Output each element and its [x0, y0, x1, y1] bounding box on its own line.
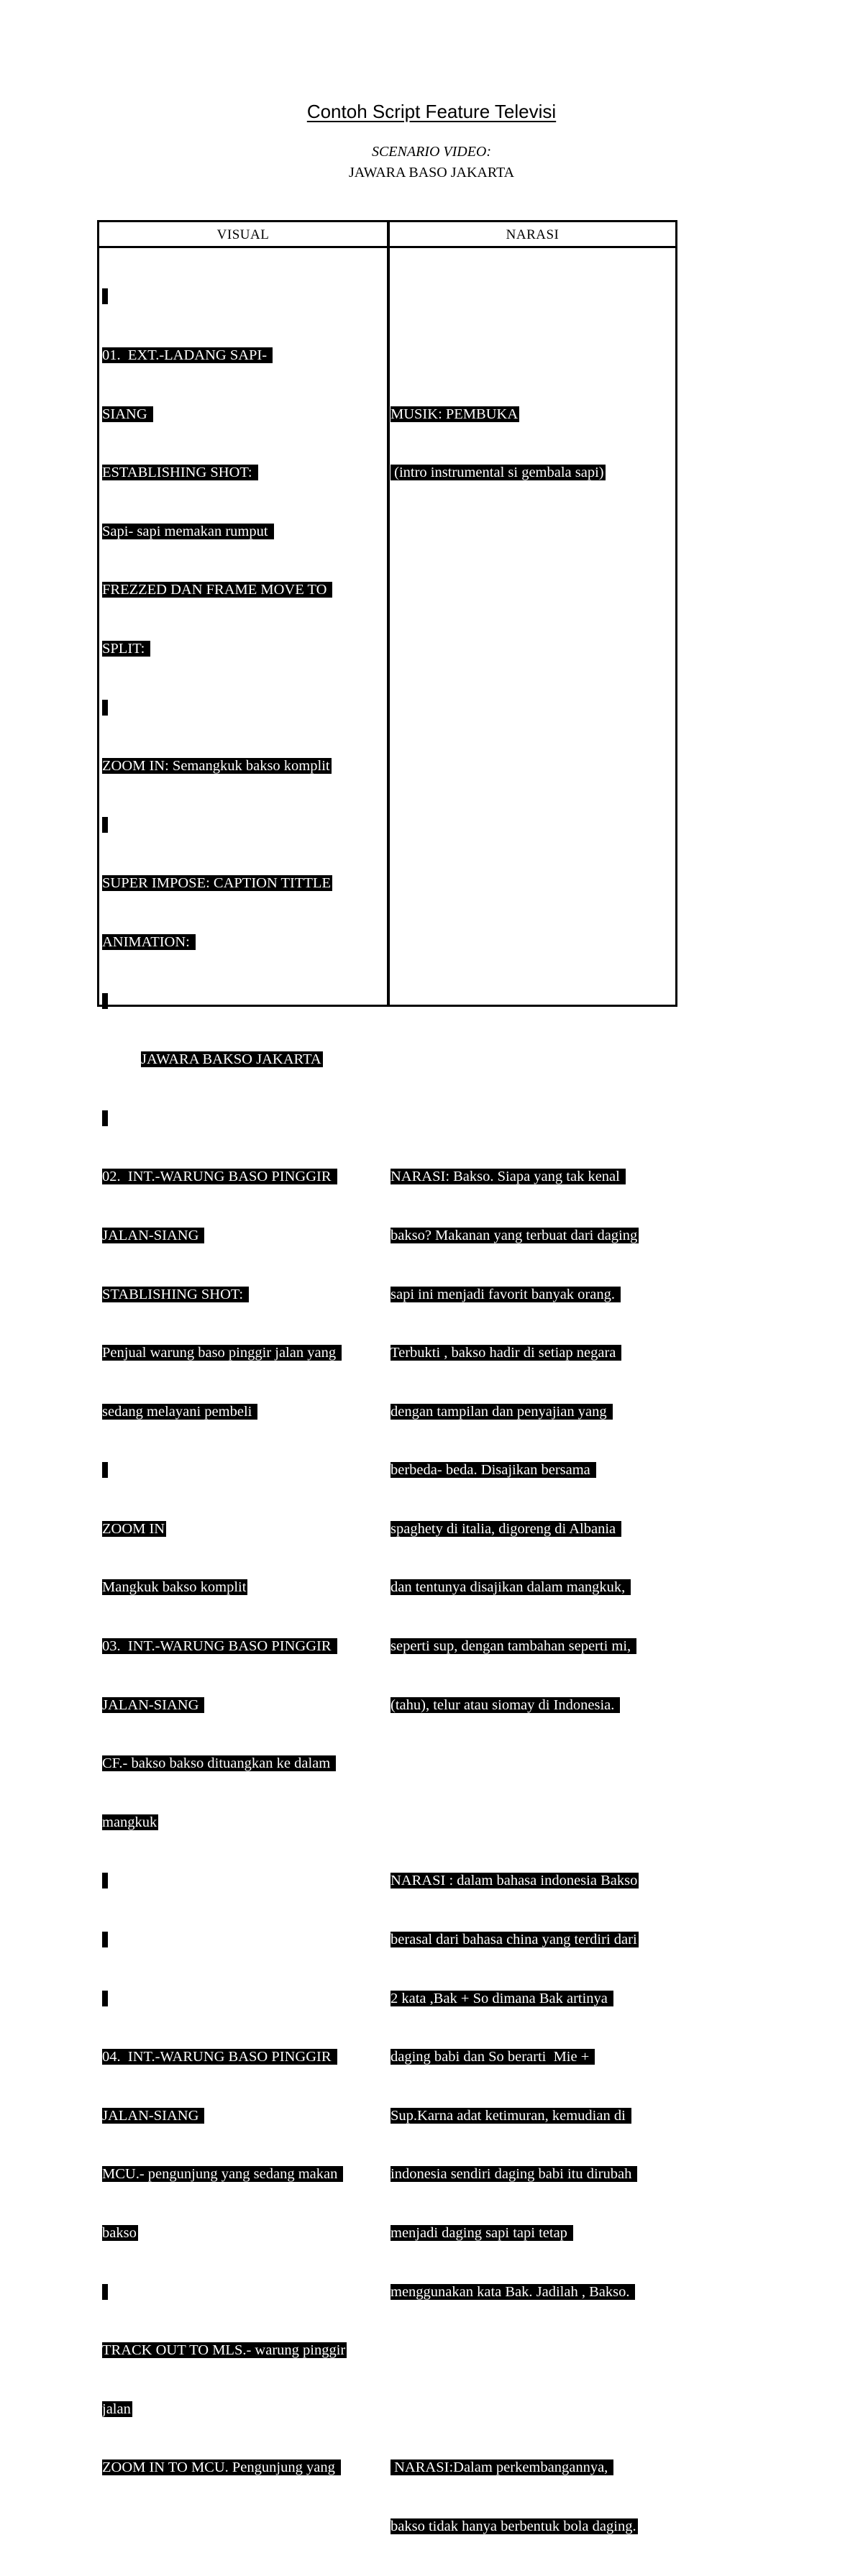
- narasi-line: [391, 1813, 675, 1832]
- narasi-line: [391, 992, 675, 1011]
- narasi-line: Sup.Karna adat ketimuran, kemudian di: [391, 2106, 675, 2126]
- visual-line: [102, 992, 387, 1011]
- visual-line: ZOOM IN: [102, 1520, 165, 1537]
- narasi-line: [391, 2341, 675, 2360]
- narasi-line: [391, 1109, 675, 1128]
- narasi-line: menjadi daging sapi tapi tetap: [391, 2224, 675, 2243]
- visual-line: sedang melayani pembeli: [102, 1402, 387, 1422]
- narasi-line: NARASI:Dalam perkembangannya,: [391, 2458, 675, 2477]
- header-narasi: NARASI: [506, 227, 560, 242]
- visual-line: TRACK OUT TO MLS.- warung pinggir: [102, 2342, 346, 2359]
- narasi-line: [391, 639, 675, 659]
- narasi-line: [391, 816, 675, 835]
- narasi-column: [391, 248, 675, 2576]
- visual-line: [102, 2283, 387, 2302]
- visual-line: FREZZED DAN FRAME MOVE TO: [102, 580, 387, 600]
- narasi-line: dengan tampilan dan penyajian yang: [391, 1402, 675, 1422]
- narasi-line: [391, 2400, 675, 2419]
- visual-line: SPLIT:: [102, 639, 387, 659]
- column-divider: [387, 222, 390, 1005]
- narasi-line: seperti sup, dengan tambahan seperti mi,: [391, 1637, 675, 1656]
- visual-line: JALAN-SIANG: [102, 1696, 387, 1715]
- visual-line: bakso: [102, 2225, 137, 2241]
- narasi-line: (intro instrumental si gembala sapi): [391, 465, 604, 481]
- narasi-line: [391, 874, 675, 893]
- visual-line: Sapi- sapi memakan rumput: [102, 522, 387, 542]
- visual-line: jalan: [102, 2401, 131, 2417]
- visual-line: CF.- bakso bakso dituangkan ke dalam: [102, 1754, 387, 1773]
- narasi-line: Terbukti , bakso hadir di setiap negara: [391, 1343, 675, 1363]
- narasi-line: bakso tidak hanya berbentuk bola daging.: [391, 2518, 636, 2534]
- narasi-line: 2 kata ,Bak + So dimana Bak artinya: [391, 1989, 675, 2009]
- narasi-line: berasal dari bahasa china yang terdiri dari: [391, 1932, 637, 1948]
- narasi-line: indonesia sendiri daging babi itu dirubah: [391, 2165, 675, 2184]
- visual-line: JALAN-SIANG: [102, 2106, 387, 2126]
- visual-line: mangkuk: [102, 1814, 157, 1830]
- visual-line: [102, 698, 387, 718]
- narasi-line: sapi ini menjadi favorit banyak orang.: [391, 1285, 675, 1305]
- visual-line: JALAN-SIANG: [102, 1226, 387, 1246]
- narasi-line: [391, 287, 675, 306]
- visual-line: SIANG: [102, 405, 387, 424]
- visual-line: Penjual warung baso pinggir jalan yang: [102, 1343, 387, 1363]
- narasi-line: NARASI : dalam bahasa indonesia Bakso: [391, 1873, 638, 1889]
- visual-line: 02. INT.-WARUNG BASO PINGGIR: [102, 1167, 387, 1187]
- narasi-line: [391, 1050, 675, 1069]
- visual-line: SUPER IMPOSE: CAPTION TITTLE: [102, 875, 331, 892]
- visual-line: [102, 1989, 387, 2009]
- visual-line: ESTABLISHING SHOT:: [102, 463, 387, 483]
- header-visual: VISUAL: [216, 227, 270, 242]
- narasi-line: [391, 757, 675, 776]
- visual-line: 04. INT.-WARUNG BASO PINGGIR: [102, 2047, 387, 2067]
- visual-line: 03. INT.-WARUNG BASO PINGGIR: [102, 1637, 387, 1656]
- narasi-line: daging babi dan So berarti Mie +: [391, 2047, 675, 2067]
- narasi-line: [391, 522, 675, 542]
- narasi-line: spaghety di italia, digoreng di Albania: [391, 1520, 675, 1539]
- visual-line: [102, 287, 387, 306]
- narasi-line: berbeda- beda. Disajikan bersama: [391, 1461, 675, 1480]
- visual-line: STABLISHING SHOT:: [102, 1285, 387, 1305]
- visual-line: ZOOM IN: Semangkuk bakso komplit: [102, 758, 330, 775]
- visual-line: [102, 1461, 387, 1480]
- document-title: Contoh Script Feature Televisi: [306, 101, 557, 122]
- visual-line: [102, 1109, 387, 1128]
- narasi-line: bakso? Makanan yang terbuat dari daging: [391, 1227, 638, 1243]
- narasi-line: [391, 346, 675, 365]
- visual-line: [102, 1871, 387, 1891]
- narasi-line: dan tentunya disajikan dalam mangkuk,: [391, 1578, 675, 1597]
- visual-line: Mangkuk bakso komplit: [102, 1579, 247, 1596]
- visual-caption-title: JAWARA BAKSO JAKARTA: [141, 1051, 321, 1068]
- visual-line: ZOOM IN TO MCU. Pengunjung yang: [102, 2458, 387, 2477]
- narasi-line: [391, 933, 675, 952]
- scenario-name: JAWARA BASO JAKARTA: [348, 165, 515, 181]
- narasi-line: NARASI: Bakso. Siapa yang tak kenal: [391, 1167, 675, 1187]
- visual-line: MCU.- pengunjung yang sedang makan: [102, 2165, 387, 2184]
- script-table: [97, 220, 677, 2534]
- narasi-line: [391, 580, 675, 600]
- narasi-line: [391, 698, 675, 718]
- visual-line: [102, 1930, 387, 1950]
- scenario-label: SCENARIO VIDEO:: [371, 144, 492, 160]
- visual-column: [102, 248, 387, 2517]
- narasi-line: MUSIK: PEMBUKA: [391, 406, 519, 422]
- visual-line: ANIMATION:: [102, 933, 387, 952]
- visual-line: 01. EXT.-LADANG SAPI-: [102, 346, 387, 365]
- narasi-line: menggunakan kata Bak. Jadilah , Bakso.: [391, 2283, 675, 2302]
- narasi-line: [391, 1754, 675, 1773]
- visual-line: [102, 816, 387, 835]
- narasi-line: (tahu), telur atau siomay di Indonesia.: [391, 1696, 675, 1715]
